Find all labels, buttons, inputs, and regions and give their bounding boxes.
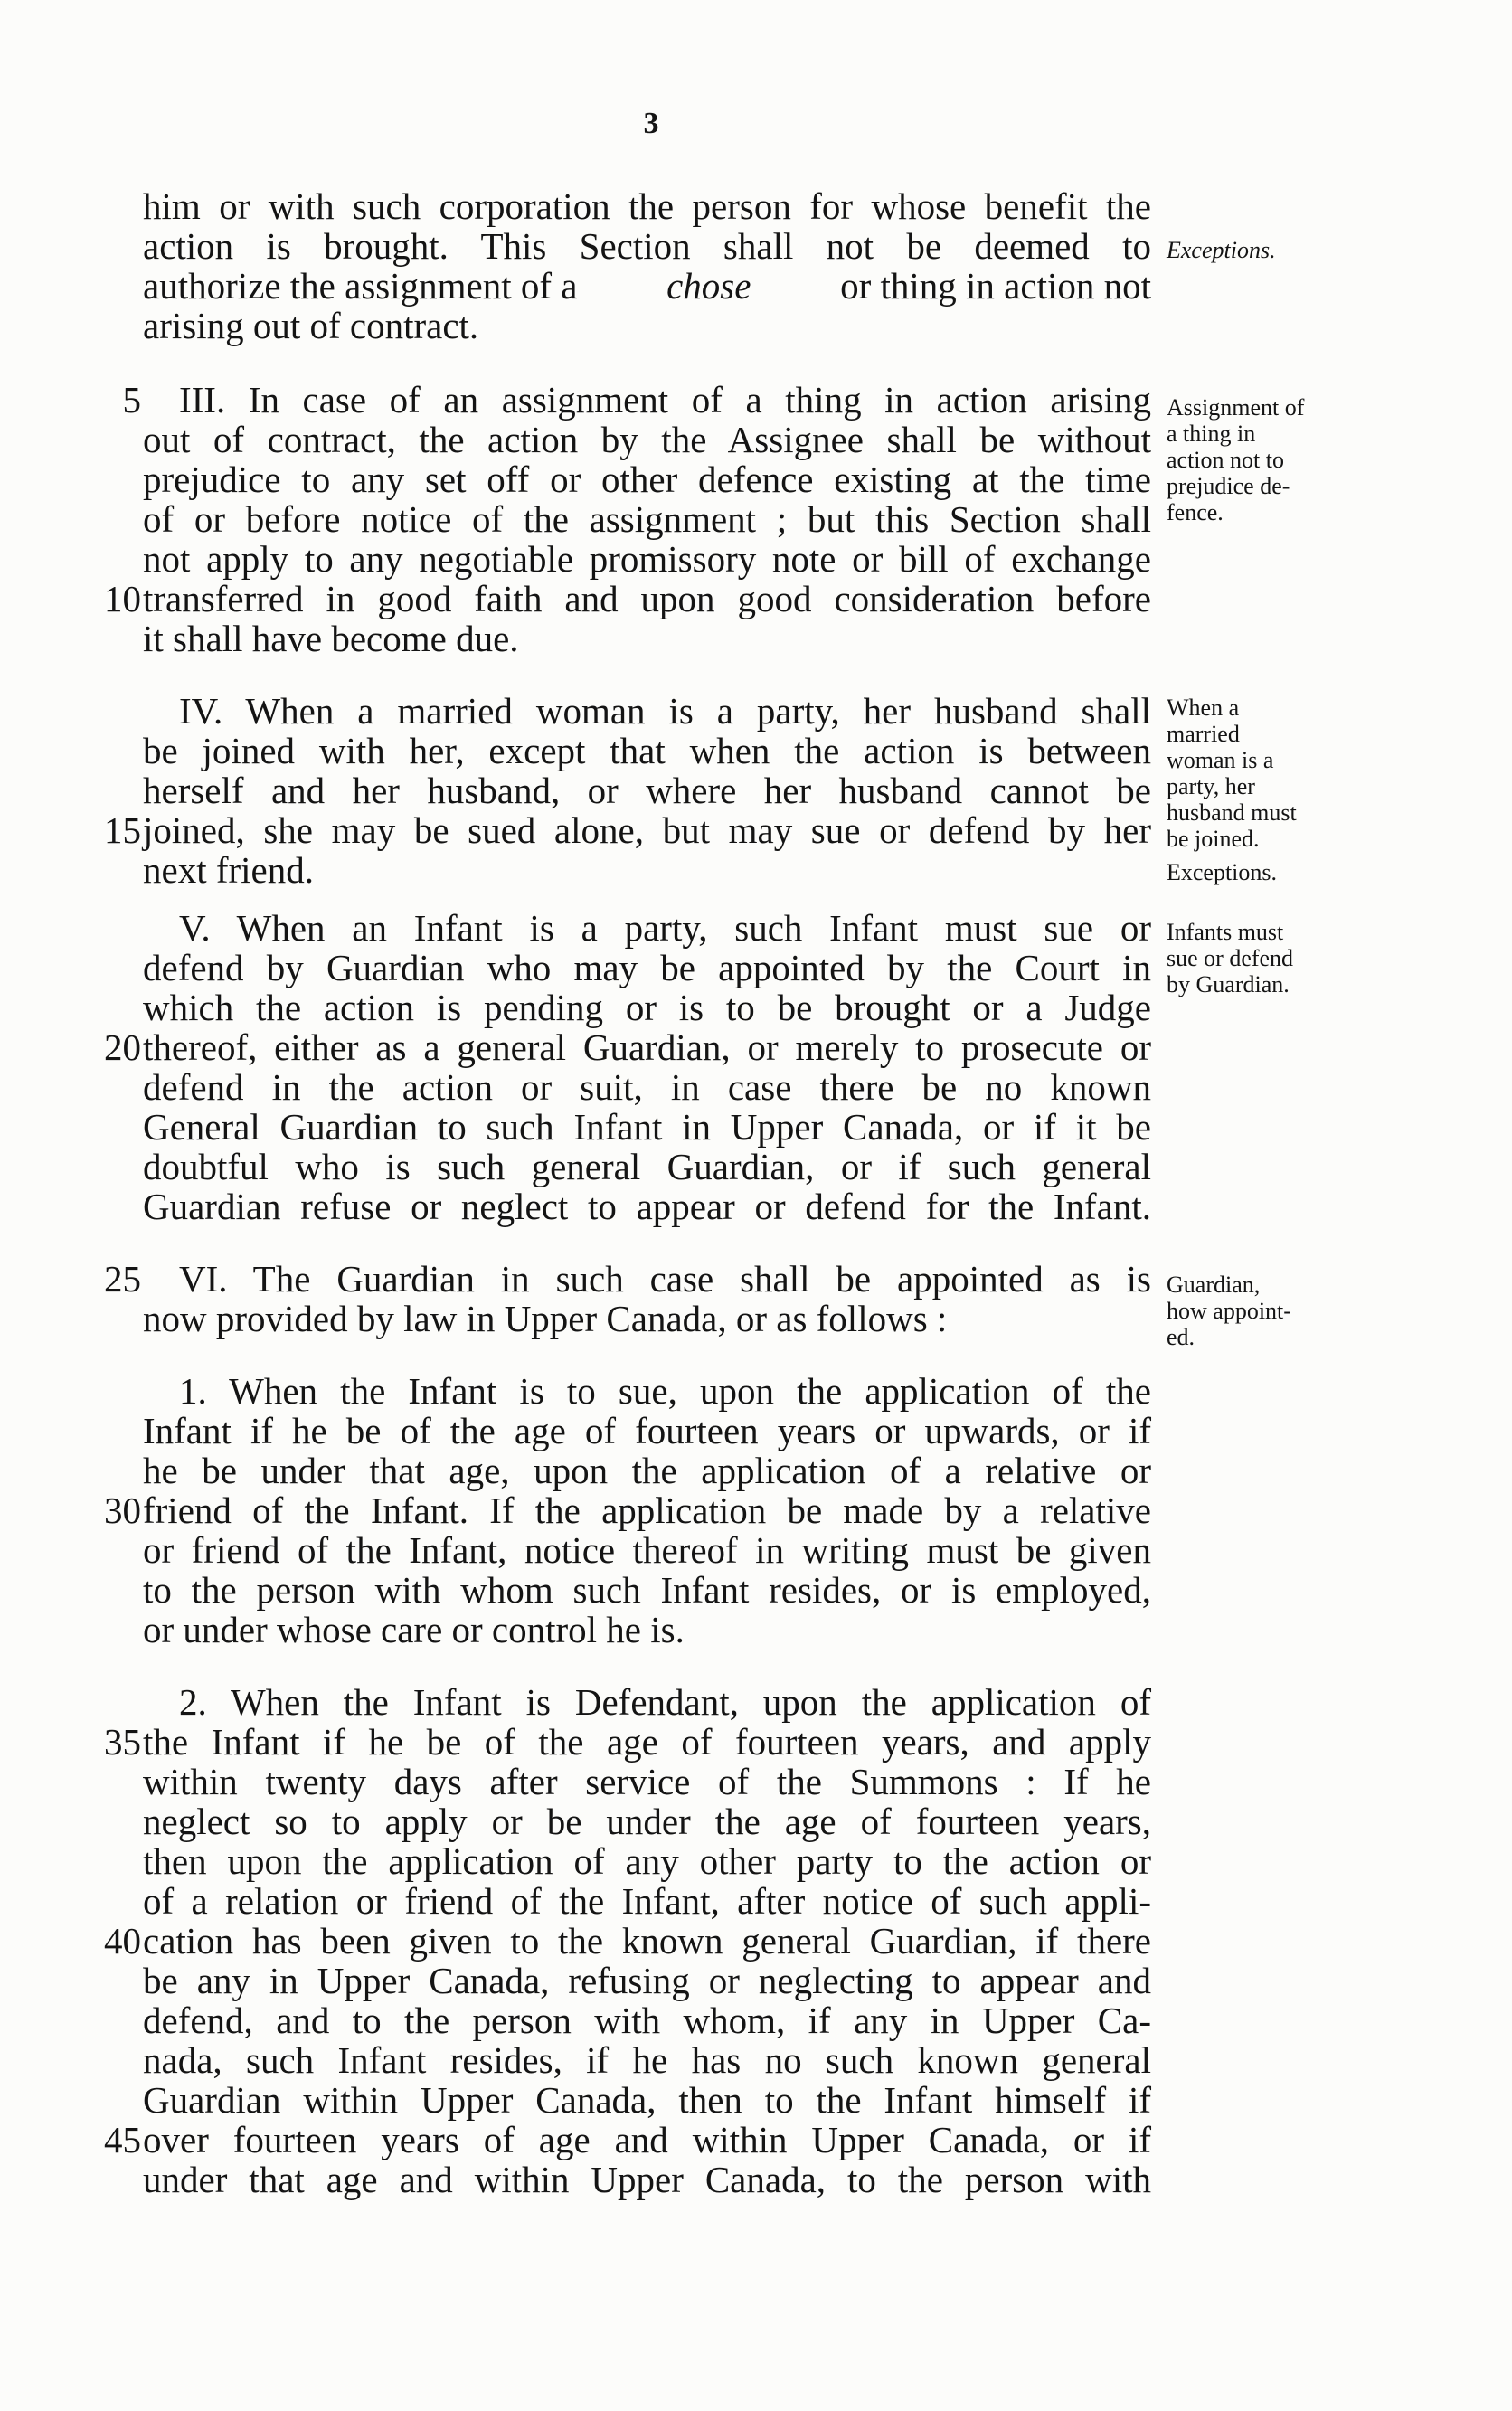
text-line: III. In case of an assignment of a thing in action arising [179,379,1151,421]
text-line: now provided by law in Upper Canada, or as follows : [143,1298,948,1339]
text-line: herself and her husband, or where her husband cannot be [143,770,1151,811]
text-line: 1. When the Infant is to sue, upon the application of the [179,1370,1151,1412]
text-fragment: authorize the assignment of a [143,265,578,307]
line-number: 15 [104,809,141,851]
marginal-note: by Guardian. [1167,971,1290,997]
text-line [143,266,1151,306]
text-line: Infant if he be of the age of fourteen years or upwards, or if [143,1410,1151,1451]
text-line: cation has been given to the known general Guardian, if there [143,1920,1151,1962]
text-line: of a relation or friend of the Infant, after notice of such appli- [143,1880,1151,1922]
italic-word: chose [666,265,751,307]
text-line: transferred in good faith and upon good consideration before [143,578,1151,619]
text-line: neglect so to apply or be under the age of fourteen years, [143,1801,1151,1842]
text-line: over fourteen years of age and within Upper Canada, or if [143,2119,1151,2160]
marginal-note: married [1167,721,1240,747]
marginal-note: a thing in [1167,421,1256,447]
text-line: under that age and within Upper Canada, to the person with [143,2159,1151,2200]
line-number: 30 [104,1489,141,1531]
text-line: arising out of contract. [143,305,479,346]
text-line: next friend. [143,849,314,891]
marginal-note: Infants must [1167,919,1284,945]
text-line: nada, such Infant resides, if he has no such known general [143,2039,1151,2081]
text-line: it shall have become due. [143,618,519,659]
text-line: or under whose care or control he is. [143,1609,685,1650]
text-line: Guardian within Upper Canada, then to the Infant himself if [143,2079,1151,2121]
text-line: doubtful who is such general Guardian, or if such general [143,1146,1151,1187]
marginal-note: Assignment of [1167,394,1305,421]
text-line: which the action is pending or is to be brought or a Judge [143,987,1151,1028]
marginal-note: husband must [1167,799,1297,826]
line-number: 5 [122,379,141,421]
text-line: IV. When a married woman is a party, her husband shall [179,690,1151,732]
text-line: General Guardian to such Infant in Upper Canada, or if it be [143,1106,1151,1148]
marginal-note: party, her [1167,773,1255,799]
text-line: joined, she may be sued alone, but may sue or defend by her [143,809,1151,851]
marginal-note: woman is a [1167,747,1274,773]
text-line: be joined with her, except that when the action is between [143,730,1151,771]
text-line: the Infant if he be of the age of fourteen years, and apply [143,1721,1151,1763]
text-line: action is brought. This Section shall not be deemed to [143,225,1151,267]
text-line: then upon the application of any other party to the action or [143,1840,1151,1882]
line-number: 25 [104,1258,141,1300]
text-line: within twenty days after service of the Summons : If he [143,1761,1151,1802]
line-number: 10 [104,578,141,619]
text-line: 2. When the Infant is Defendant, upon the application of [179,1681,1151,1723]
text-line: be any in Upper Canada, refusing or neglecting to appear and [143,1960,1151,2001]
marginal-note: prejudice de- [1167,473,1290,499]
marginal-note: fence. [1167,499,1224,525]
page-number: 3 [643,107,659,140]
marginal-note: action not to [1167,447,1284,473]
text-line: V. When an Infant is a party, such Infant must sue or [179,907,1151,949]
text-line: defend, and to the person with whom, if any in Upper Ca- [143,2000,1151,2041]
marginal-note: how appoint- [1167,1298,1291,1324]
marginal-note: ed. [1167,1324,1195,1350]
marginal-note: When a [1167,695,1240,721]
text-line: defend in the action or suit, in case there be no known [143,1066,1151,1108]
text-line: prejudice to any set off or other defence existing at the time [143,459,1151,500]
text-line: thereof, either as a general Guardian, or merely to prosecute or [143,1026,1151,1068]
text-line: of or before notice of the assignment ; but this Section shall [143,498,1151,540]
line-number: 35 [104,1721,141,1763]
text-line: or friend of the Infant, notice thereof in writing must be given [143,1529,1151,1571]
text-line: to the person with whom such Infant resides, or is employed, [143,1569,1151,1611]
line-number: 20 [104,1026,141,1068]
marginal-note: be joined. [1167,826,1260,852]
text-line: VI. The Guardian in such case shall be appointed as is [179,1258,1151,1300]
marginal-note: Exceptions. [1167,237,1276,263]
line-number: 40 [104,1920,141,1962]
text-line: he be under that age, upon the application of a relative or [143,1450,1151,1491]
text-line: defend by Guardian who may be appointed by the Court in [143,947,1151,988]
text-line: Guardian refuse or neglect to appear or defend for the Infant. [143,1186,1151,1227]
text-fragment: or thing in action not [840,265,1151,307]
line-number: 45 [104,2119,141,2160]
text-line: not apply to any negotiable promissory note or bill of exchange [143,538,1151,580]
marginal-note: sue or defend [1167,945,1294,971]
marginal-note: Guardian, [1167,1272,1261,1298]
text-line: him or with such corporation the person for whose benefit the [143,185,1151,227]
marginal-note: Exceptions. [1167,859,1278,885]
text-line: out of contract, the action by the Assignee shall be without [143,419,1151,460]
text-line: friend of the Infant. If the application be made by a relative [143,1489,1151,1531]
